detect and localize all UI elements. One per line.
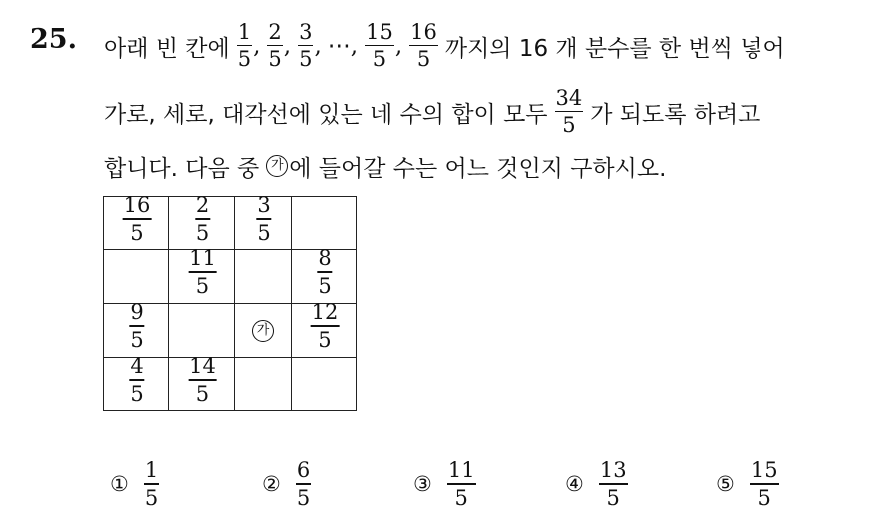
line3-suffix: 에 들어갈 수는 어느 것인지 구하시오. <box>289 155 667 182</box>
line3-prefix: 합니다. 다음 중 <box>104 155 260 182</box>
choice-2-fraction: $\frac{6}{5}$ <box>296 458 311 510</box>
choice-5[interactable] <box>716 460 780 509</box>
grid-cell-r1c1: 16 5 <box>104 197 169 250</box>
fraction-15-5: $\frac{15}{5}$ <box>366 19 393 72</box>
choice-2-mark: ② <box>262 472 281 497</box>
fraction-34-5: $\frac{34}{5}$ <box>555 85 583 138</box>
choice-4-mark: ④ <box>565 472 584 497</box>
line1-suffix: 까지의 16 개 분수를 한 번씩 넣어 <box>444 35 785 62</box>
question-line-1: 아래 빈 칸에 $\frac{1}{5}$ , $\frac{2}{5}$ , $\frac{3}{5}$ , ⋯ , $\frac{15}{5}$ , $\frac{16}{5}$ 까지의 16 개 분수를 한 번씩 넣어 <box>104 19 785 72</box>
choice-2[interactable] <box>262 460 312 509</box>
grid-cell-r4c4 <box>292 358 357 411</box>
question-line-3 <box>104 148 666 184</box>
fraction-1-5: $\frac{1}{5}$ <box>237 19 252 72</box>
grid-cell-r2c4: 8 5 <box>292 250 357 304</box>
grid-cell-r3c4: 12 5 <box>292 304 357 358</box>
grid-cell-r2c3 <box>235 250 292 304</box>
question-line-2 <box>104 84 760 140</box>
magic-square-grid <box>103 193 357 411</box>
grid-cell-r3c3 <box>235 304 292 358</box>
line2-suffix: 가 되도록 하려고 <box>590 101 761 128</box>
ga-marker-inline: 가 <box>266 155 288 177</box>
choice-5-fraction: $\frac{15}{5}$ <box>750 458 778 510</box>
choice-1[interactable] <box>110 460 160 509</box>
choice-3-mark: ③ <box>413 472 432 497</box>
choice-4[interactable] <box>565 460 629 509</box>
grid-cell-r1c3: 3 5 <box>235 197 292 250</box>
ellipsis: ⋯ <box>327 33 351 59</box>
choice-1-fraction: $\frac{1}{5}$ <box>144 458 159 510</box>
fraction-3-5: $\frac{3}{5}$ <box>299 19 313 72</box>
grid-cell-r4c2: 14 5 <box>169 358 235 411</box>
choice-4-fraction: $\frac{13}{5}$ <box>599 458 627 510</box>
choice-1-mark: ① <box>110 472 129 497</box>
choice-3[interactable] <box>413 460 477 509</box>
grid-cell-r3c1: 9 5 <box>104 304 169 358</box>
grid-cell-r2c2: 11 5 <box>169 250 235 304</box>
grid-cell-r1c4 <box>292 197 357 250</box>
choice-5-mark: ⑤ <box>716 472 735 497</box>
line1-prefix: 아래 빈 칸에 <box>104 35 230 62</box>
grid-cell-r2c1 <box>104 250 169 304</box>
line2-prefix: 가로, 세로, 대각선에 있는 네 수의 합이 모두 <box>104 101 548 128</box>
fraction-2-5: $\frac{2}{5}$ <box>268 19 282 72</box>
fraction-16-5: $\frac{16}{5}$ <box>410 19 437 72</box>
grid-cell-r4c3 <box>235 358 292 411</box>
grid-cell-r3c2 <box>169 304 235 358</box>
question-number: 25. <box>30 24 77 55</box>
choice-3-fraction: $\frac{11}{5}$ <box>447 458 475 510</box>
grid-cell-r1c2: 2 5 <box>169 197 235 250</box>
grid-cell-r4c1: 4 5 <box>104 358 169 411</box>
ga-marker-cell: 가 <box>252 320 274 342</box>
